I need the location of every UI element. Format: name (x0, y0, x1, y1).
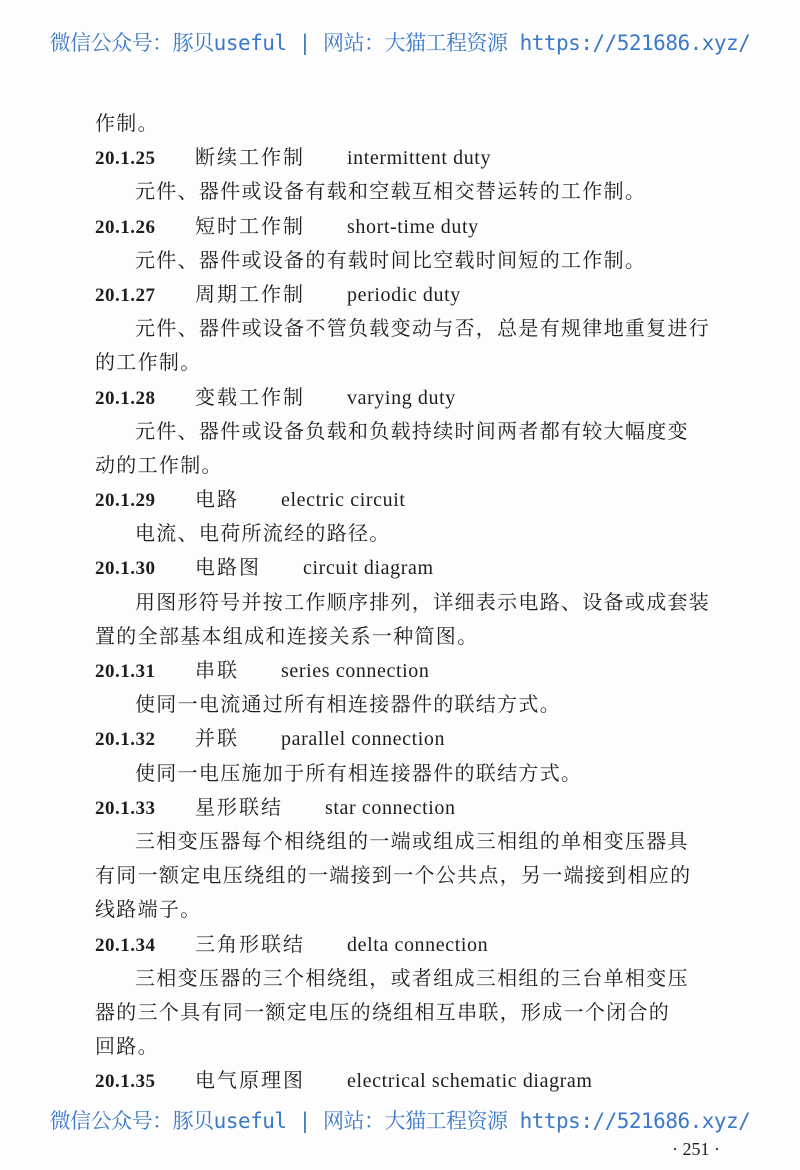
term-chinese: 周期工作制 (195, 281, 305, 306)
term-definition-line: 线路端子。 (95, 897, 202, 922)
term-entry (95, 482, 745, 516)
term-chinese: 并联 (195, 726, 239, 751)
term-chinese: 断续工作制 (195, 145, 305, 170)
term-chinese: 星形联结 (195, 794, 283, 819)
term-entry (95, 140, 745, 174)
term-definition-line: 使同一电流通过所有相连接器件的联结方式。 (135, 692, 561, 717)
term-chinese: 串联 (195, 658, 239, 682)
glossary-content (95, 106, 745, 1097)
term-chinese: 电气原理图 (195, 1068, 305, 1093)
term-english: varying duty (347, 386, 456, 409)
term-entry (95, 721, 745, 755)
term-definition-line: 元件、器件或设备负载和负载持续时间两者都有较大幅度变 (135, 418, 689, 443)
term-english: delta connection (347, 933, 489, 956)
term-number: 20.1.29 (95, 490, 156, 512)
term-definition-line: 三相变压器每个相绕组的一端或组成三相组的单相变压器具 (135, 828, 689, 853)
term-number: 20.1.33 (95, 797, 156, 819)
term-number: 20.1.32 (95, 729, 156, 751)
term-english: intermittent duty (347, 147, 492, 170)
term-english: series connection (281, 660, 430, 682)
term-number: 20.1.25 (95, 148, 156, 170)
term-definition-line: 的工作制。 (95, 350, 202, 375)
term-definition-line: 元件、器件或设备有载和空载互相交替运转的工作制。 (135, 179, 647, 204)
term-entry (95, 209, 745, 243)
term-number: 20.1.35 (95, 1071, 156, 1093)
term-definition-line: 器的三个具有同一额定电压的绕组相互串联，形成一个闭合的 (95, 999, 671, 1024)
page-number: · 251 · (672, 1139, 720, 1159)
watermark-top: 微信公众号：豚贝useful | 网站：大猫工程资源 https://521686.xyz/ (49, 31, 751, 55)
term-chinese: 电路图 (195, 555, 261, 580)
term-number: 20.1.30 (95, 558, 156, 580)
term-definition-line: 有同一额定电压绕组的一端接到一个公共点，另一端接到相应的 (95, 863, 692, 888)
term-english: periodic duty (347, 283, 461, 306)
term-entry (95, 277, 745, 311)
term-english: circuit diagram (303, 557, 434, 580)
term-number: 20.1.27 (95, 284, 156, 306)
term-english: parallel connection (281, 728, 446, 751)
term-number: 20.1.31 (95, 661, 156, 682)
term-number: 20.1.34 (95, 934, 156, 956)
term-definition-line: 三相变压器的三个相绕组，或者组成三相组的三台单相变压 (135, 965, 689, 990)
term-definition-line: 回路。 (95, 1034, 159, 1059)
term-english: short-time duty (347, 215, 479, 238)
watermark-bottom: 微信公众号：豚贝useful | 网站：大猫工程资源 https://521686.xyz/ (49, 1109, 751, 1133)
term-entry (95, 380, 745, 414)
term-chinese: 变载工作制 (195, 384, 305, 409)
term-definition-line: 元件、器件或设备不管负载变动与否，总是有规律地重复进行 (135, 316, 711, 341)
term-english: star connection (325, 796, 456, 819)
term-entry (95, 653, 745, 687)
term-number: 20.1.26 (95, 216, 156, 238)
continuation-text: 作制。 (95, 111, 159, 135)
term-english: electrical schematic diagram (347, 1070, 593, 1093)
term-number: 20.1.28 (95, 387, 156, 409)
term-definition-line: 置的全部基本组成和连接关系一种简图。 (95, 623, 479, 648)
term-entry (95, 927, 745, 961)
term-entry (95, 790, 745, 824)
term-entry (95, 550, 745, 584)
term-definition-line: 电流、电荷所流经的路径。 (135, 521, 391, 546)
term-chinese: 电路 (195, 487, 239, 512)
term-chinese: 三角形联结 (195, 931, 305, 956)
term-chinese: 短时工作制 (195, 213, 305, 238)
term-definition-line: 用图形符号并按工作顺序排列，详细表示电路、设备或成套装 (135, 589, 711, 614)
term-english: electric circuit (281, 489, 406, 512)
term-definition-line: 使同一电压施加于所有相连接器件的联结方式。 (135, 760, 583, 785)
term-definition-line: 动的工作制。 (95, 452, 223, 477)
term-entry (95, 1063, 745, 1097)
term-definition-line: 元件、器件或设备的有载时间比空载时间短的工作制。 (135, 247, 647, 272)
